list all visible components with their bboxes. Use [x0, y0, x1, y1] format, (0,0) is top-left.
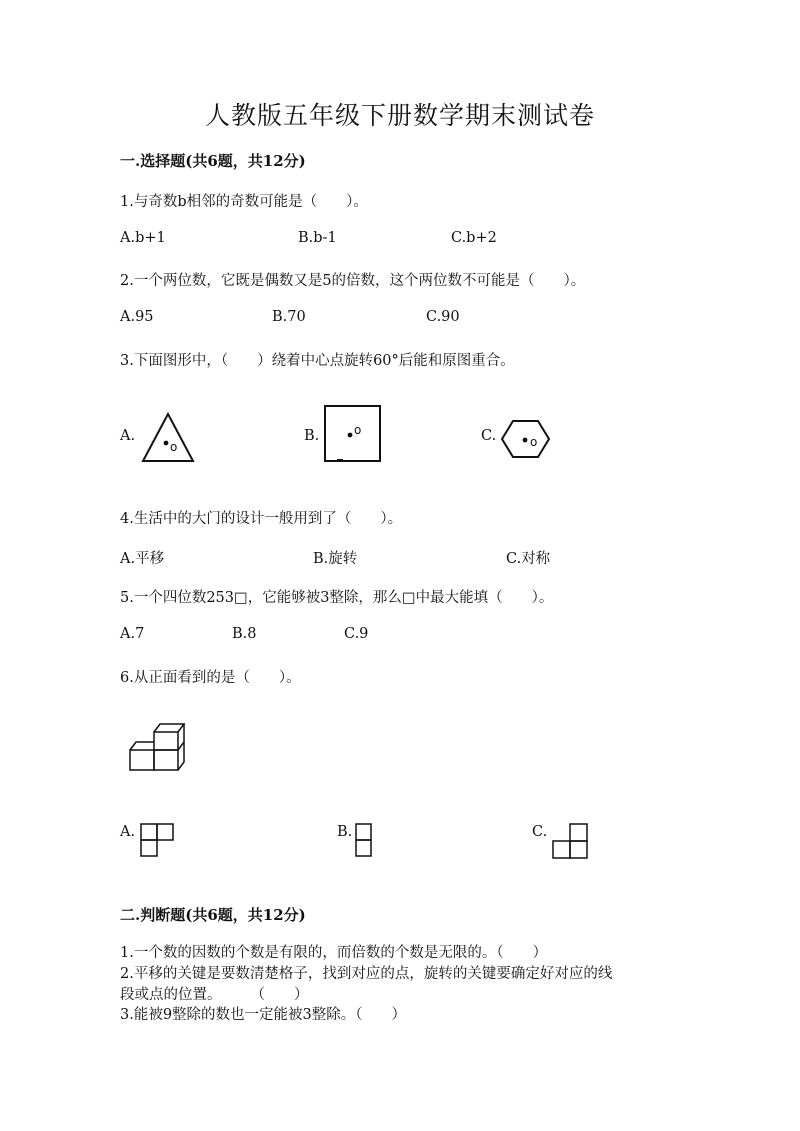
q2-option-a[interactable]: A.95	[120, 309, 154, 325]
q6-option-a[interactable]: A.	[120, 824, 136, 840]
question-1: 1.与奇数b相邻的奇数可能是（ ）。	[120, 194, 368, 210]
view-a-figure-icon	[139, 822, 175, 858]
hexagon-glyph: o	[530, 435, 538, 449]
judge-item-2-cont: 段或点的位置。 （ ）	[120, 987, 309, 1003]
q2-option-b[interactable]: B.70	[272, 309, 306, 325]
judge-item-2: 2.平移的关键是要数清楚格子，找到对应的点，旋转的关键要确定好对应的线	[120, 966, 613, 982]
q3-option-a[interactable]: A.	[120, 428, 136, 444]
hexagon-figure-icon	[500, 418, 552, 460]
q2-option-c[interactable]: C.90	[426, 309, 460, 325]
q5-option-c[interactable]: C.9	[344, 626, 369, 642]
q4-option-b[interactable]: B.旋转	[313, 551, 358, 567]
judge-item-3: 3.能被9整除的数也一定能被3整除。（ ）	[120, 1007, 407, 1023]
question-3: 3.下面图形中，（ ）绕着中心点旋转60°后能和原图重合。	[120, 353, 515, 369]
q4-option-c[interactable]: C.对称	[506, 551, 551, 567]
q1-option-c[interactable]: C.b+2	[451, 230, 497, 246]
view-c-figure-icon	[551, 822, 589, 860]
cube-stack-figure-icon	[126, 718, 188, 774]
q1-option-b[interactable]: B.b-1	[298, 230, 337, 246]
q5-option-a[interactable]: A.7	[120, 626, 145, 642]
q1-option-a[interactable]: A.b+1	[120, 230, 166, 246]
view-b-figure-icon	[354, 822, 374, 858]
q4-option-a[interactable]: A.平移	[120, 551, 165, 567]
square-figure-icon	[323, 404, 383, 464]
judge-item-1: 1.一个数的因数的个数是有限的，而倍数的个数是无限的。（ ）	[120, 945, 548, 961]
section-heading-judge: 二.判断题(共6题，共12分)	[120, 906, 306, 924]
triangle-glyph: o	[170, 440, 178, 454]
question-6: 6.从正面看到的是（ ）。	[120, 670, 301, 686]
q3-option-c[interactable]: C.	[481, 428, 497, 444]
page-title: 人教版五年级下册数学期末测试卷	[204, 101, 595, 130]
q6-option-b[interactable]: B.	[337, 824, 353, 840]
q3-option-b[interactable]: B.	[304, 428, 320, 444]
question-5: 5.一个四位数253□，它能够被3整除，那么□中最大能填（ ）。	[120, 590, 554, 606]
square-glyph: o	[354, 423, 362, 437]
question-2: 2.一个两位数，它既是偶数又是5的倍数，这个两位数不可能是（ ）。	[120, 273, 586, 289]
question-4: 4.生活中的大门的设计一般用到了（ ）。	[120, 511, 403, 527]
q6-option-c[interactable]: C.	[532, 824, 548, 840]
triangle-figure-icon	[140, 410, 196, 466]
q5-option-b[interactable]: B.8	[232, 626, 257, 642]
section-heading-choice: 一.选择题(共6题，共12分)	[120, 152, 306, 170]
